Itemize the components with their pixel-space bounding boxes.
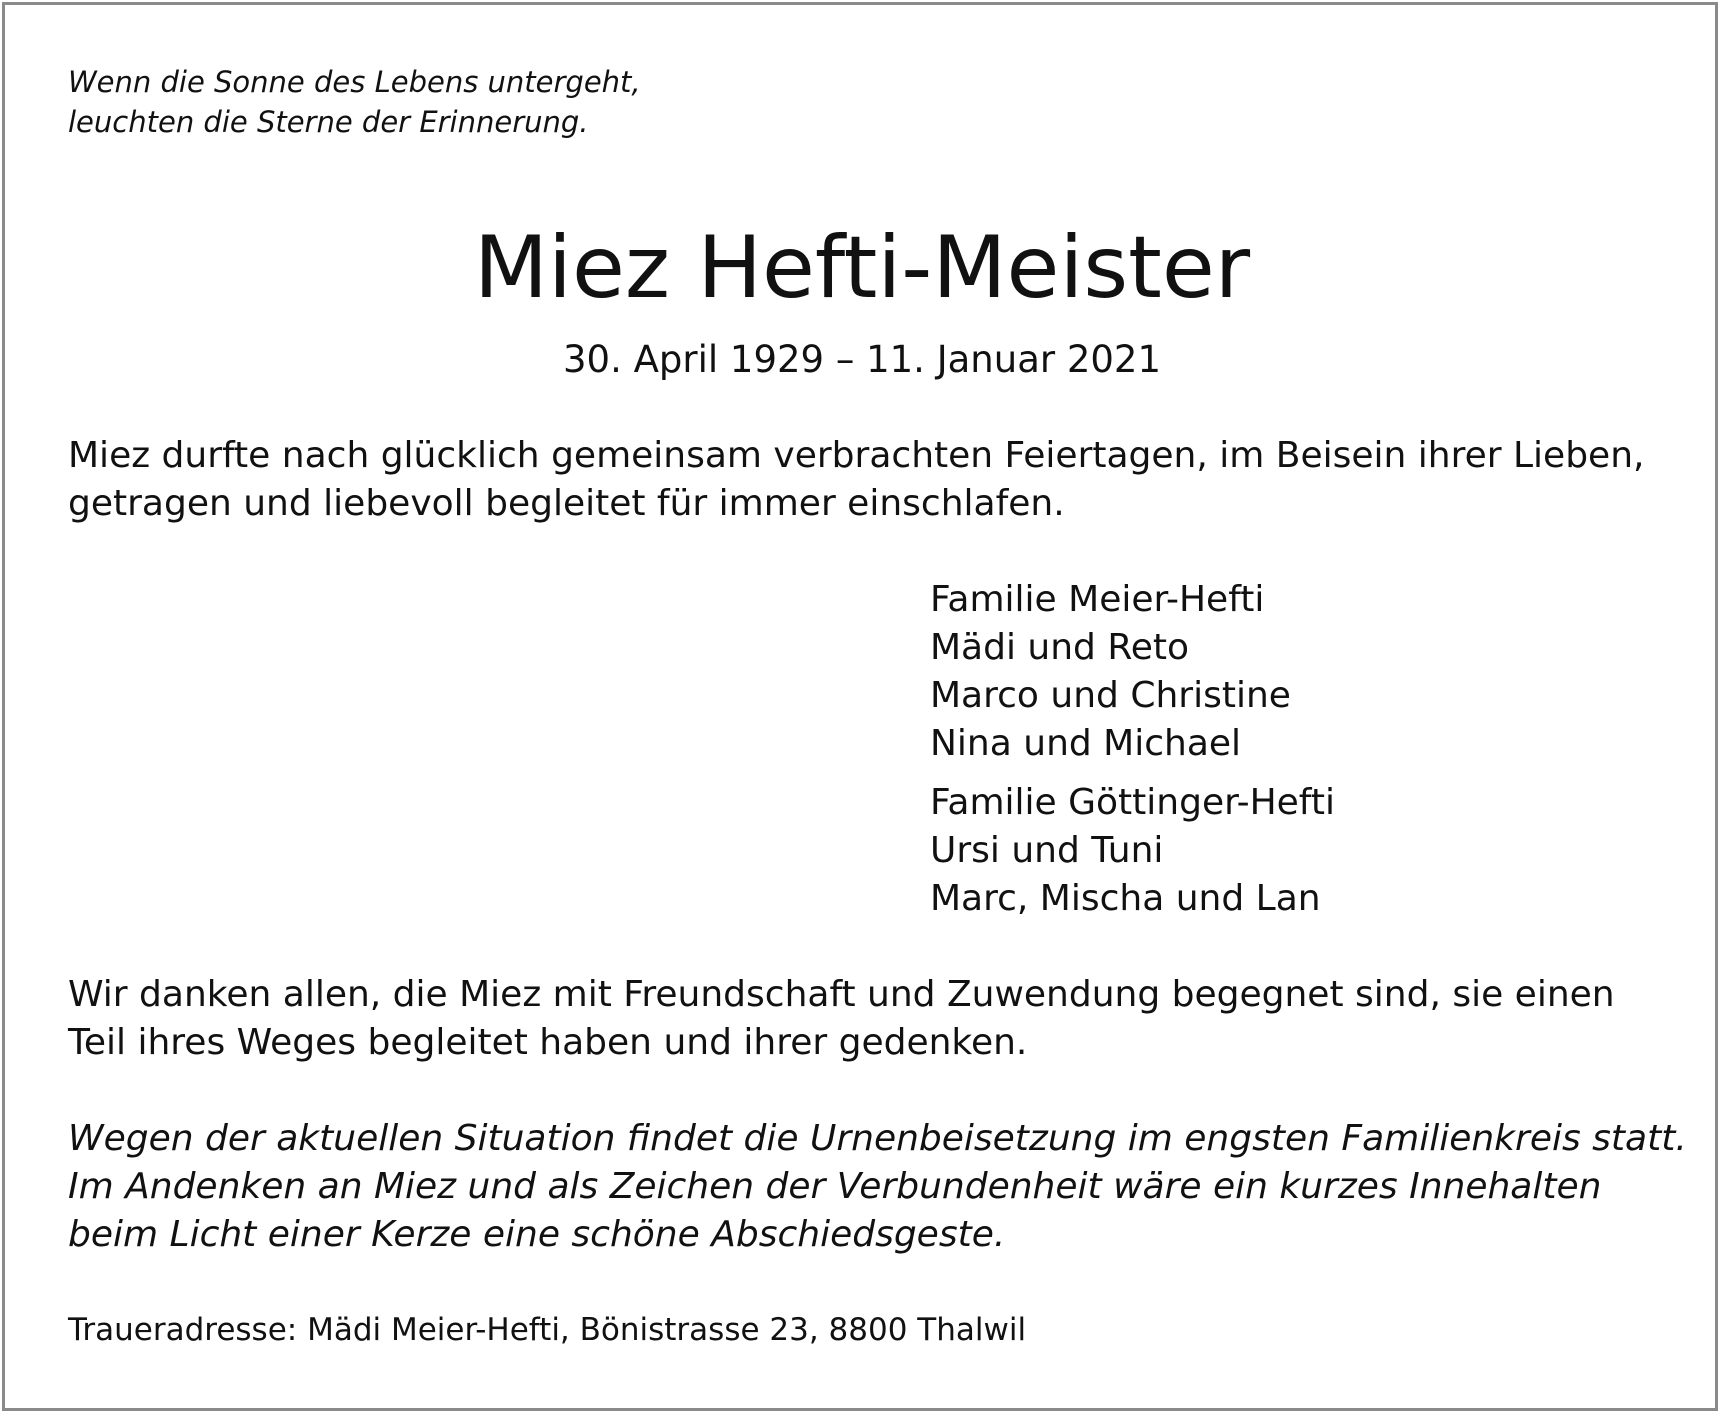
thanks-line: Wir danken allen, die Miez mit Freundschaft und Zuwendung begegnet sind, sie einen <box>68 974 1615 1015</box>
announcement-line: Miez durfte nach glücklich gemeinsam verbrachten Feiertagen, im Beisein ihrer Lieben, <box>68 435 1645 476</box>
motto-line: leuchten die Sterne der Erinnerung. <box>68 105 589 139</box>
family-line: Marco und Christine <box>930 675 1291 716</box>
burial-note-paragraph <box>68 1115 1687 1259</box>
burial-note-line: beim Licht einer Kerze eine schöne Abschiedsgeste. <box>68 1214 1006 1255</box>
deceased-name: Miez Hefti-Meister <box>473 218 1251 318</box>
family-line: Mädi und Reto <box>930 627 1190 668</box>
thanks-line: Teil ihres Weges begleitet haben und ihrer gedenken. <box>68 1022 1028 1063</box>
announcement-line: getragen und liebevoll begleitet für immer einschlafen. <box>68 483 1065 524</box>
family-line: Ursi und Tuni <box>930 830 1164 871</box>
life-dates: 30. April 1929 – 11. Januar 2021 <box>562 338 1162 381</box>
family-line: Nina und Michael <box>930 723 1242 764</box>
burial-note-line: Im Andenken an Miez und als Zeichen der Verbundenheit wäre ein kurzes Innehalten <box>68 1166 1602 1207</box>
family-line: Familie Göttinger-Hefti <box>930 782 1335 823</box>
thanks-paragraph <box>68 971 1656 1067</box>
motto-line: Wenn die Sonne des Lebens untergeht, <box>68 65 641 99</box>
mourning-address: Traueradresse: Mädi Meier-Hefti, Bönistrasse 23, 8800 Thalwil <box>68 1312 1027 1348</box>
family-goettinger-hefti <box>930 779 1335 923</box>
announcement-paragraph <box>68 432 1656 528</box>
family-line: Familie Meier-Hefti <box>930 579 1265 620</box>
burial-note-line: Wegen der aktuellen Situation findet die Urnenbeisetzung im engsten Familienkreis statt. <box>68 1118 1687 1159</box>
family-meier-hefti <box>930 576 1291 768</box>
motto-quote <box>68 62 641 142</box>
family-line: Marc, Mischa und Lan <box>930 878 1321 919</box>
